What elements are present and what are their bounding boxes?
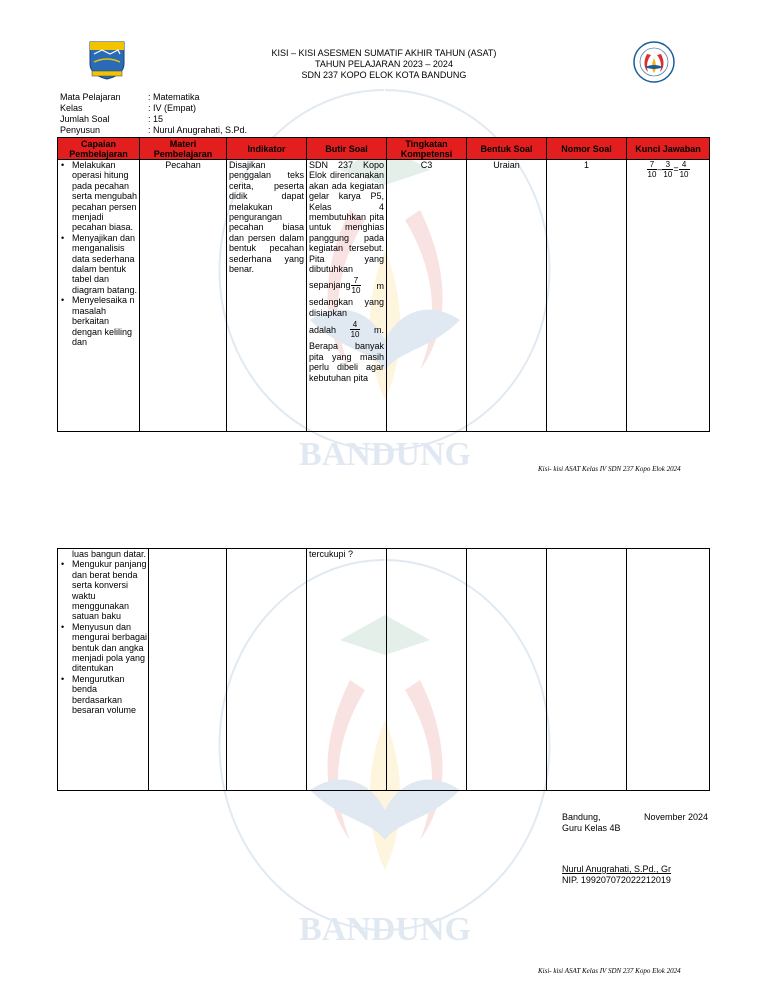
operator: =	[673, 163, 679, 174]
fraction: $\frac{3}{10}$	[663, 160, 673, 179]
info-key: Jumlah Soal	[60, 114, 110, 124]
fraction: $\frac{4}{10}$	[679, 160, 689, 179]
signature-block	[562, 812, 708, 886]
header-year: TAHUN PELAJARAN 2023 – 2024	[315, 59, 453, 69]
cell-nomor: 1	[547, 160, 627, 432]
info-value: : IV (Empat)	[148, 103, 197, 113]
butir-panjang-line	[309, 276, 384, 295]
info-row	[60, 114, 247, 125]
table-row	[58, 549, 710, 791]
cell-bentuk: Uraian	[467, 160, 547, 432]
info-row	[60, 125, 247, 136]
cell-kunci	[627, 549, 710, 791]
info-key: Kelas	[60, 103, 83, 113]
info-row	[60, 92, 247, 103]
header-title: KISI – KISI ASESMEN SUMATIF AKHIR TAHUN (ASAT)	[271, 48, 497, 58]
cell-materi	[149, 549, 227, 791]
fraction: $\frac{7}{10}$	[351, 276, 361, 296]
cell-tingkatan	[387, 549, 467, 791]
butir-text-1: SDN 237 Kopo Elok direncanakan akan ada kegiatan gelar karya P5, Kelas 4 membutuhkan pita untuk menghias panggung pada kegiatan tersebut. Pita yang dibutuhkan	[309, 160, 384, 275]
header-tingkatan: Tingkatan Kompetensi	[387, 138, 467, 160]
capaian-item: • Mengurutkan benda berdasarkan besaran volume	[58, 674, 148, 716]
header-school: SDN 237 KOPO ELOK KOTA BANDUNG	[301, 70, 467, 80]
signature-role: Guru Kelas 4B	[562, 823, 621, 833]
fraction: $\frac{4}{10}$	[350, 320, 360, 340]
kisi-table-continued	[57, 548, 710, 791]
cell-bentuk	[467, 549, 547, 791]
butir-unit: m	[376, 280, 384, 291]
cell-capaian	[58, 549, 149, 791]
fraction: $\frac{7}{10}$	[647, 160, 657, 179]
cell-indikator: Disajikan penggalan teks cerita, peserta didik dapat melakukan pengurangan pecahan biasa dan persen dalam bentuk pecahan sederhana yang benar.	[227, 160, 307, 432]
signature-name: Nurul Anugrahati, S.Pd., Gr	[562, 864, 672, 874]
cell-butir	[307, 160, 387, 432]
capaian-item: • Menyajikan dan menganalisis data sederhana dalam bentuk tabel dan diagram batang.	[58, 233, 139, 295]
header-kunci: Kunci Jawaban	[627, 138, 710, 160]
city-emblem-logo	[88, 40, 126, 80]
cell-butir: tercukupi ?	[307, 549, 387, 791]
info-row	[60, 103, 247, 114]
cell-nomor	[547, 549, 627, 791]
butir-adalah-line	[309, 320, 384, 339]
info-key: Mata Pelajaran	[60, 92, 121, 102]
cell-kunci	[627, 160, 710, 432]
header-butir: Butir Soal	[307, 138, 387, 160]
info-value: : 15	[148, 114, 164, 124]
header-nomor: Nomor Soal	[547, 138, 627, 160]
capaian-item: • Melakukan operasi hitung pada pecahan serta mengubah pecahan persen menjadi pecahan biasa.	[58, 160, 139, 233]
table-header-row	[58, 138, 710, 160]
cell-indikator	[227, 549, 307, 791]
butir-adalah: adalah	[309, 324, 337, 335]
kisi-table	[57, 137, 710, 432]
signature-nip: NIP. 199207072022212019	[562, 875, 671, 885]
info-block	[60, 92, 247, 136]
header-indikator: Indikator	[227, 138, 307, 160]
capaian-continued: luas bangun datar.	[72, 549, 147, 559]
signature-date: November 2024	[643, 812, 708, 822]
cell-materi: Pecahan	[140, 160, 227, 432]
capaian-item: • Menyusun dan mengurai berbagai bentuk dan angka menjadi pola yang ditentukan	[58, 622, 148, 674]
butir-text-3: Berapa banyak pita yang masih perlu dibeli agar kebutuhan pita	[309, 341, 384, 383]
capaian-item: • Menyelesaika n masalah berkaitan dengan keliling dan	[58, 295, 139, 347]
butir-panjang: sepanjang	[309, 280, 351, 291]
info-value: : Nurul Anugrahati, S.Pd.	[148, 125, 248, 135]
header-bentuk: Bentuk Soal	[467, 138, 547, 160]
svg-text:BANDUNG: BANDUNG	[299, 436, 471, 470]
cell-capaian	[58, 160, 140, 432]
table-row	[58, 160, 710, 432]
header-materi: Materi Pembelajaran	[140, 138, 227, 160]
butir-unit: m.	[374, 324, 384, 335]
signature-place: Bandung,	[562, 812, 601, 822]
header-capaian: Capaian Pembelajaran	[58, 138, 140, 160]
cell-tingkatan: C3	[387, 160, 467, 432]
page-footer: Kisi- kisi ASAT Kelas IV SDN 237 Kopo Elok 2024	[538, 967, 681, 975]
svg-text:BANDUNG: BANDUNG	[299, 911, 471, 948]
capaian-item: • Mengukur panjang dan berat benda serta konversi waktu menggunakan satuan baku	[58, 559, 148, 621]
page-footer: Kisi- kisi ASAT Kelas IV SDN 237 Kopo Elok 2024	[538, 465, 681, 473]
operator: –	[657, 163, 663, 174]
info-key: Penyusun	[60, 125, 101, 135]
butir-text-2: sedangkan yang disiapkan	[309, 297, 384, 318]
document-header	[180, 48, 588, 81]
school-seal-logo	[632, 40, 676, 84]
info-value: : Matematika	[148, 92, 200, 102]
